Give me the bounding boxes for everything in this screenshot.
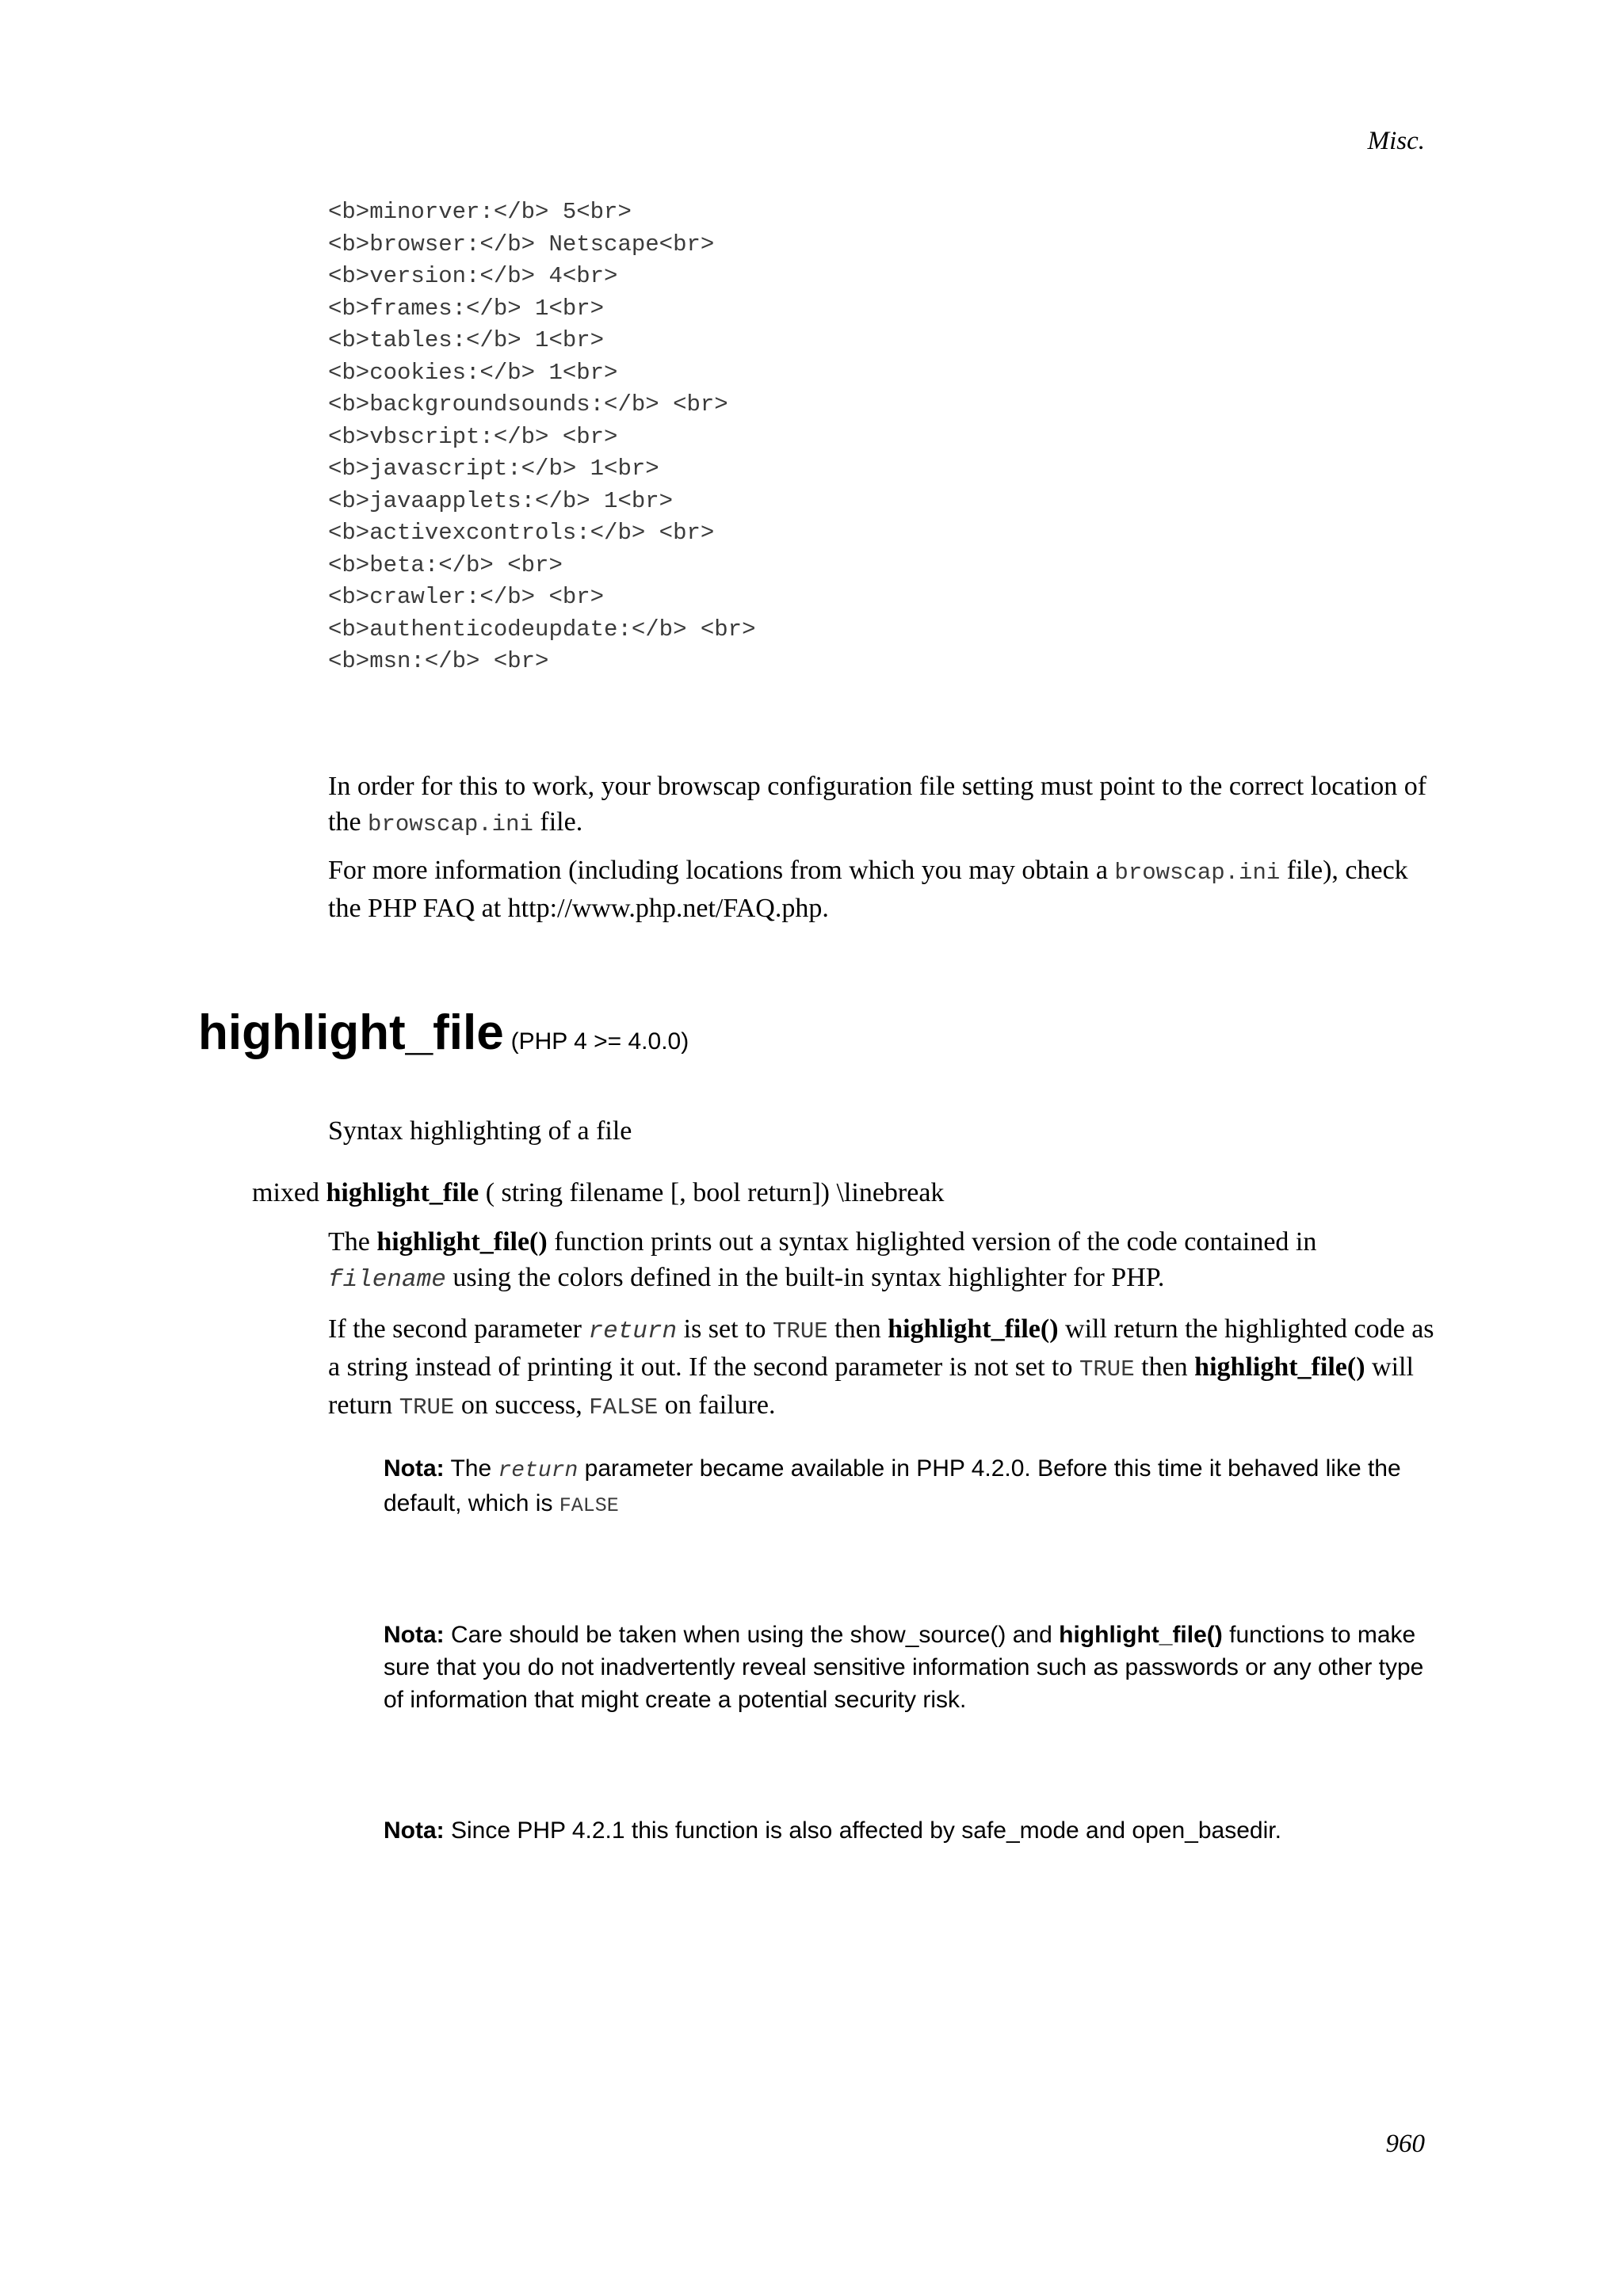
code-line: <b>cookies:</b> 1<br> <box>328 359 618 386</box>
code-line: <b>version:</b> 4<br> <box>328 263 618 289</box>
function-title: highlight_file <box>198 1005 504 1060</box>
inline-code: browscap.ini <box>368 811 533 837</box>
function-reference: highlight_file() <box>1059 1622 1223 1648</box>
more-info-paragraph: For more information (including locations from which you may obtain a browscap.ini file), check the PHP FAQ at http://www.php.net/FAQ.php. <box>328 856 1408 923</box>
code-line: <b>javascript:</b> 1<br> <box>328 456 659 482</box>
parameter-name: return <box>588 1318 678 1345</box>
code-line: <b>vbscript:</b> <br> <box>328 423 618 450</box>
code-line: <b>authenticodeupdate:</b> <br> <box>328 616 756 643</box>
synopsis-function-name: highlight_file <box>326 1178 479 1207</box>
inline-code: browscap.ini <box>1114 860 1281 886</box>
note-security: Nota: Care should be taken when using the show_source() and highlight_file() functions to make sure that you do not inadvertently reveal sensitive information such as passwords or any other type of information that might create a potential security risk. <box>384 1622 1424 1713</box>
function-version: (PHP 4 >= 4.0.0) <box>510 1028 689 1055</box>
synopsis-params: ( string filename [, bool return]) \linebreak <box>479 1178 945 1207</box>
function-reference: highlight_file() <box>376 1227 548 1257</box>
description-paragraph: The highlight_file() function prints out a syntax higlighted version of the code contained in filename using the colors defined in the built-in syntax highlighter for PHP. <box>328 1227 1317 1294</box>
return-description-paragraph: If the second parameter return is set to TRUE then highlight_file() will return the highlighted code as a string instead of printing it out. If the second parameter is not set to TRUE then highlight_file() will return TRUE on success, FALSE on failure. <box>328 1314 1434 1421</box>
note-label: Nota: <box>384 1622 445 1648</box>
note-label: Nota: <box>384 1455 445 1482</box>
code-line: <b>javaapplets:</b> 1<br> <box>328 487 674 514</box>
page-number: 960 <box>1385 2130 1425 2158</box>
note-return-param: Nota: The return parameter became available in PHP 4.2.0. Before this time it behaved like the default, which is FALSE <box>384 1455 1401 1517</box>
note-label: Nota: <box>384 1817 445 1844</box>
constant: FALSE <box>589 1394 659 1421</box>
code-line: <b>beta:</b> <br> <box>328 551 563 578</box>
code-line: <b>backgroundsounds:</b> <br> <box>328 391 728 418</box>
parameter-name: return <box>498 1459 579 1483</box>
function-synopsis <box>252 1175 944 1211</box>
code-line: <b>activexcontrols:</b> <br> <box>328 520 715 546</box>
code-line: <b>tables:</b> 1<br> <box>328 327 605 353</box>
code-example <box>328 196 756 678</box>
constant: TRUE <box>399 1394 455 1421</box>
constant: FALSE <box>559 1494 619 1517</box>
function-reference: highlight_file() <box>888 1314 1059 1344</box>
code-line: <b>browser:</b> Netscape<br> <box>328 231 715 257</box>
return-type: mixed <box>252 1178 327 1207</box>
browscap-config-paragraph: In order for this to work, your browscap configuration file setting must point to the correct location of the browscap.ini file. <box>328 772 1427 837</box>
note-safe-mode: Nota: Since PHP 4.2.1 this function is also affected by safe_mode and open_basedir. <box>384 1817 1281 1844</box>
code-line: <b>frames:</b> 1<br> <box>328 295 605 322</box>
function-heading <box>198 1005 689 1061</box>
parameter-name: filename <box>328 1266 446 1294</box>
function-reference: highlight_file() <box>1194 1352 1365 1382</box>
constant: TRUE <box>1079 1356 1135 1383</box>
constant: TRUE <box>773 1318 828 1344</box>
code-line: <b>crawler:</b> <br> <box>328 584 605 610</box>
code-line: <b>msn:</b> <br> <box>328 648 549 674</box>
code-line: <b>minorver:</b> 5<br> <box>328 199 632 225</box>
function-purpose: Syntax highlighting of a file <box>328 1116 632 1146</box>
running-header: Misc. <box>1367 127 1425 155</box>
